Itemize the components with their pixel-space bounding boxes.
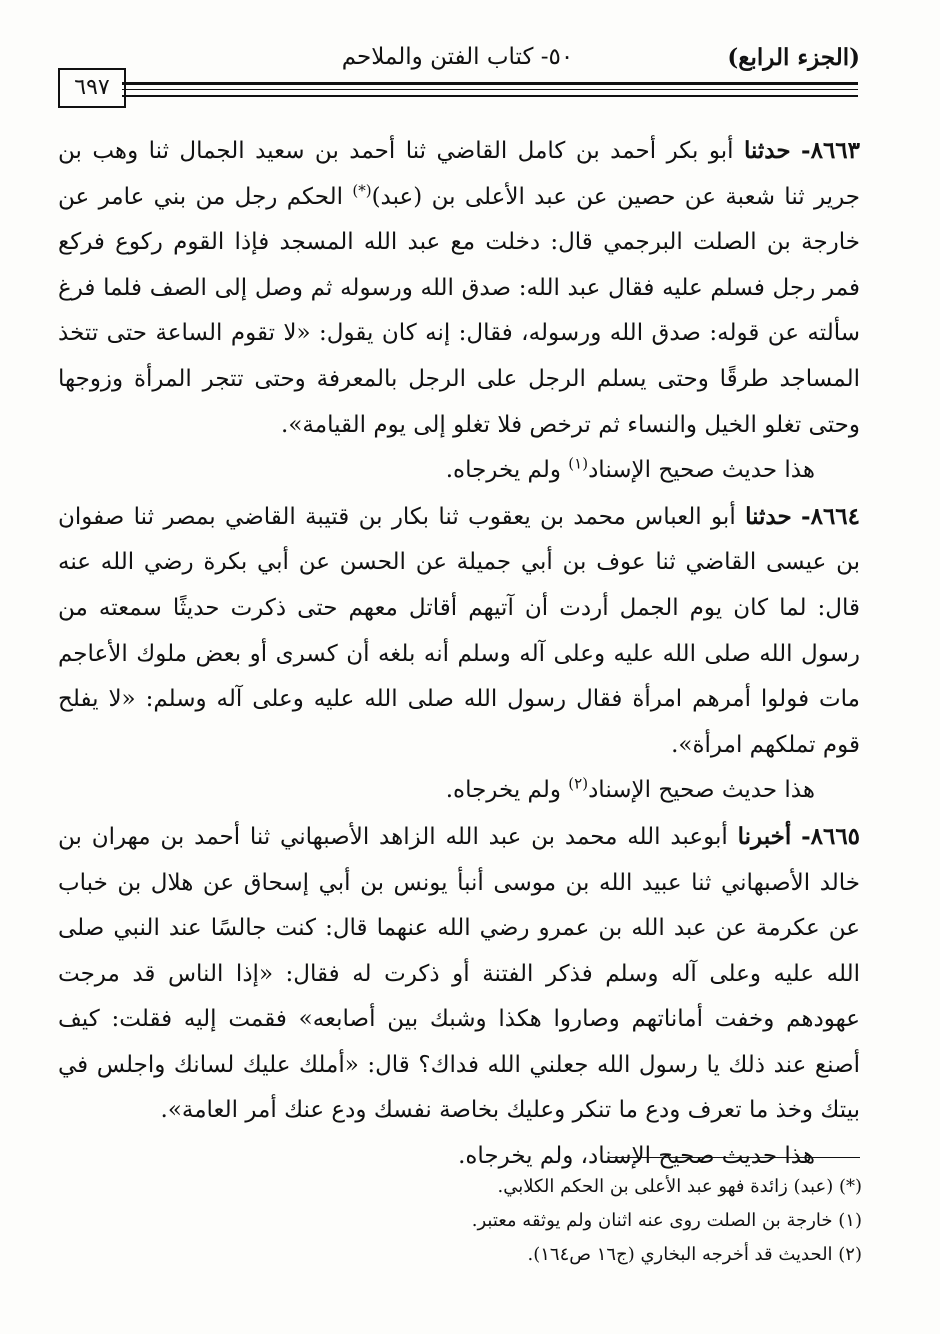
footnote-marker: (٢) — [568, 774, 589, 793]
volume-label: (الجزء الرابع) — [727, 44, 860, 71]
verdict-text: هذا حديث صحيح الإسناد، ولم يخرجاه. — [458, 1143, 815, 1170]
hadith-verdict — [58, 768, 860, 814]
footnote: (٢) الحديث قد أخرجه البخاري (ج١٦ ص١٦٤). — [527, 1244, 862, 1265]
header-rule — [122, 95, 858, 97]
hadith-number: ٨٦٦٣- — [801, 137, 861, 164]
narration-keyword: حدثنا — [745, 502, 792, 530]
hadith-text: أبو بكر أحمد بن كامل القاضي ثنا أحمد بن سعيد الجمال ثنا وهب بن جرير ثنا شعبة عن حصين عن عبد الأعلى بن (عبد) — [58, 138, 860, 210]
footnote-rule — [610, 1157, 860, 1158]
chapter-title: ٥٠- كتاب الفتن والملاحم — [341, 44, 574, 70]
header-rule — [122, 89, 858, 90]
hadith-verdict — [58, 448, 860, 494]
hadith-number: ٨٦٦٤- — [801, 502, 861, 530]
page-header — [55, 44, 860, 84]
narration-keyword: أخبرنا — [737, 822, 792, 850]
hadith-text: أبو العباس محمد بن يعقوب ثنا بكار بن قتيبة القاضي بمصر ثنا صفوان بن عيسى القاضي ثنا عوف بن أبي جميلة عن الحسن عن أبي بكرة رضي الله عنه قال: لما كان يوم الجمل أردت أن آتيهم أقاتل معهم حتى ذكرت حديثًا سمعته من رسول الله صلى الله عليه وعلى آله وسلم أنه بلغه أن كسرى أو بعض ملوك الأعاجم مات فولوا أمرهم امرأة فقال رسول الله صلى الله عليه وعلى آله وسلم: «لا يفلح قوم تملكهم امرأة». — [58, 503, 860, 758]
hadith-text: أبوعبد الله محمد بن عبد الله الزاهد الأصبهاني ثنا أحمد بن مهران بن خالد الأصبهاني ثنا عبيد الله بن موسى أنبأ يونس بن أبي إسحاق عن هلال بن خباب عن عكرمة عن عبد الله بن عمرو رضي الله عنهما قال: كنت جالسًا عند النبي صلى الله عليه وعلى آله وسلم فذكر الفتنة أو ذكرت له فقال: «إذا الناس قد مرجت عهودهم وخفت أماناتهم وصاروا هكذا وشبك بين أصابعه» فقمت إليه فقلت: كيف أصنع عند ذلك يا رسول الله جعلني الله فداك؟ قال: «أملك عليك لسانك واجلس في بيتك وخذ ما تعرف ودع ما تنكر وعليك بخاصة نفسك ودع عنك أمر العامة». — [58, 823, 860, 1124]
main-text — [58, 128, 860, 1180]
footnote: (١) خارجة بن الصلت روى عنه اثنان ولم يوثقه معتبر. — [471, 1210, 862, 1231]
verdict-text: ولم يخرجاه. — [445, 457, 561, 484]
verdict-text: هذا حديث صحيح الإسناد — [588, 457, 815, 484]
hadith-paragraph — [58, 494, 860, 769]
footnote-marker: (*) — [352, 180, 372, 199]
hadith-paragraph — [58, 814, 860, 1134]
footnote: (*) (عبد) زائدة فهو عبد الأعلى بن الحكم الكلابي. — [497, 1176, 862, 1197]
hadith-paragraph — [58, 128, 860, 448]
header-rule — [122, 82, 858, 85]
hadith-text: الحكم رجل من بني عامر عن خارجة بن الصلت البرجمي قال: دخلت مع عبد الله المسجد فإذا القوم ركوع فركع فمر رجل فسلم عليه فقال عبد الله: صدق الله ورسوله ثم وصل إلى الصف فلما فرغ سألته عن قوله: صدق الله ورسوله، فقال: إنه كان يقول: «لا تقوم الساعة حتى تتخذ المساجد طرقًا وحتى يسلم الرجل على الرجل بالمعرفة وحتى تتجر المرأة وزوجها وحتى تغلو الخيل والنساء ثم ترخص فلا تغلو إلى يوم القيامة». — [58, 183, 860, 438]
hadith-number: ٨٦٦٥- — [801, 822, 861, 850]
page-number: ٦٩٧ — [58, 68, 126, 108]
verdict-text: هذا حديث صحيح الإسناد — [588, 777, 815, 804]
footnotes — [62, 1170, 862, 1272]
verdict-text: ولم يخرجاه. — [445, 777, 561, 804]
footnote-marker: (١) — [568, 454, 589, 473]
narration-keyword: حدثنا — [743, 137, 791, 164]
